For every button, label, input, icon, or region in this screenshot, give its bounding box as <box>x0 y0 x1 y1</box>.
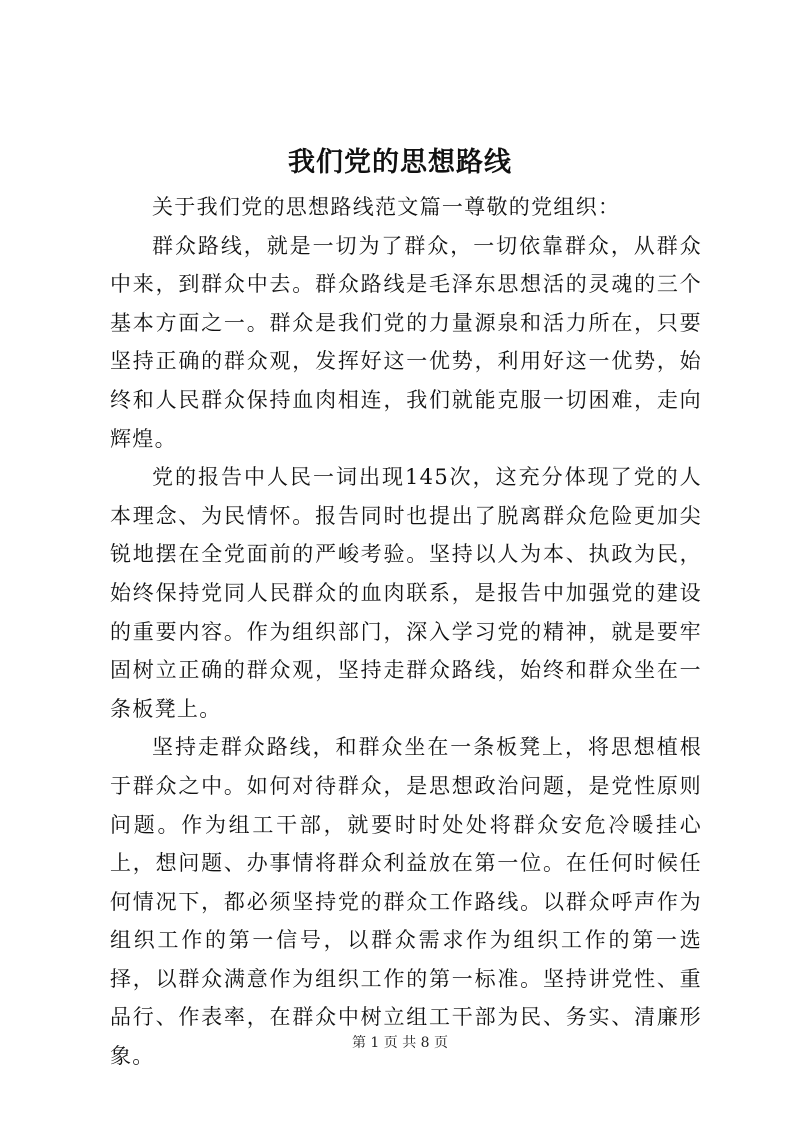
paragraph-mass-line: 群众路线，就是一切为了群众，一切依靠群众，从群众中来，到群众中去。群众路线是毛泽东思想活的灵魂的三个基本方面之一。群众是我们党的力量源泉和活力所在，只要坚持正确的群众观，发挥好这一优势，利用好这一优势，始终和人民群众保持血肉相连，我们就能克服一切困难，走向辉煌。 <box>110 233 702 451</box>
page-footer: 第 1 页 共 8 页 <box>351 1035 449 1051</box>
document-body <box>110 188 702 1076</box>
paragraph-commitment: 坚持走群众路线，和群众坐在一条板凳上，将思想植根于群众之中。如何对待群众，是思想政治问题，是党性原则问题。作为组工干部，就要时时处处将群众安危冷暖挂心上，想问题、办事情将群众利益放在第一位。在任何时候任何情况下，都必须坚持党的群众工作路线。以群众呼声作为组织工作的第一信号，以群众需求作为组织工作的第一选择，以群众满意作为组织工作的第一标准。坚持讲党性、重品行、作表率，在群众中树立组工干部为民、务实、清廉形象。 <box>110 735 702 1069</box>
paragraph-report: 党的报告中人民一词出现145次，这充分体现了党的人本理念、为民情怀。报告同时也提出了脱离群众危险更加尖锐地摆在全党面前的严峻考验。坚持以人为本、执政为民，始终保持党同人民群众的血肉联系，是报告中加强党的建设的重要内容。作为组织部门，深入学习党的精神，就是要牢固树立正确的群众观，坚持走群众路线，始终和群众坐在一条板凳上。 <box>110 465 702 721</box>
paragraph-intro: 关于我们党的思想路线范文篇一尊敬的党组织： <box>152 195 621 219</box>
document-title: 我们党的思想路线 <box>288 147 512 178</box>
